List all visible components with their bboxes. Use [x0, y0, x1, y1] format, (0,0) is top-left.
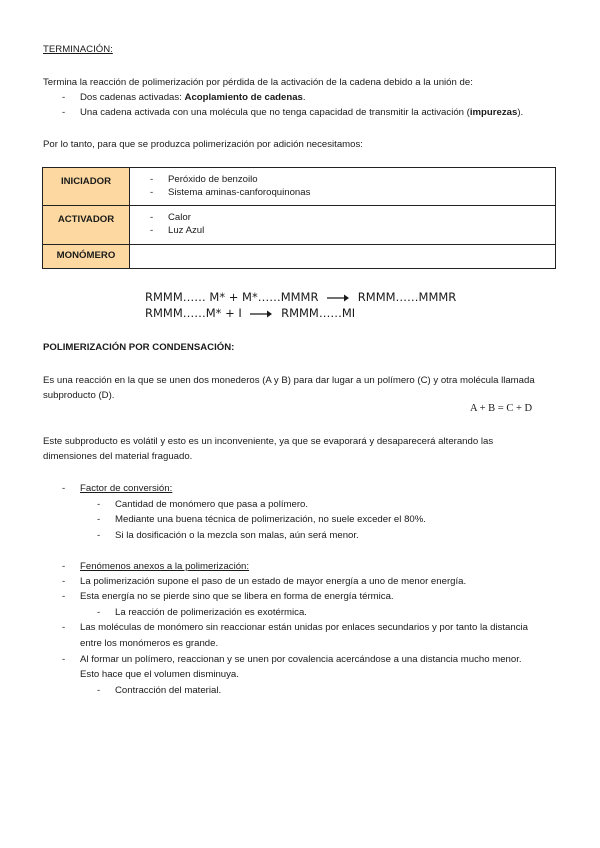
- item-text: Las moléculas de monómero sin reaccionar están unidas por enlaces secundarios y por tanto la distancia: [80, 622, 528, 633]
- phenomena-heading-item: [62, 561, 249, 573]
- item-text: La polimerización supone el paso de un estado de mayor energía a uno de menor energía.: [80, 576, 467, 587]
- conversion-heading: Factor de conversión:: [80, 483, 173, 494]
- item-text: Contracción del material.: [115, 685, 222, 696]
- phenomena-item-2-sub: [97, 607, 307, 619]
- list-item: - Sistema aminas-canforoquinonas: [150, 186, 555, 199]
- condensation-para-1-line-2: subproducto (D).: [43, 390, 115, 401]
- termination-item-1: [62, 92, 306, 104]
- phenomena-item-4-sub: [97, 685, 221, 697]
- list-dash: -: [62, 483, 66, 494]
- list-dash: -: [97, 514, 101, 525]
- phenomena-heading: Fenómenos anexos a la polimerización:: [80, 561, 250, 572]
- item-text: Si la dosificación o la mezcla son malas, aún será menor.: [115, 530, 359, 541]
- phenomena-item-1: [62, 576, 466, 588]
- list-item: - Peróxido de benzoilo: [150, 173, 555, 186]
- item-text: La reacción de polimerización es exotérmica.: [115, 607, 307, 618]
- list-dash: -: [62, 561, 66, 572]
- list-dash: -: [97, 499, 101, 510]
- list-dash: -: [62, 92, 66, 103]
- table-row: [43, 168, 556, 206]
- condensation-para-1-line-1: Es una reacción en la que se unen dos monederos (A y B) para dar lugar a un polímero (C) y otra molécula llamada: [43, 375, 535, 386]
- equation-left: RMMM……M* + I: [145, 306, 242, 320]
- item-suffix: .: [302, 92, 306, 103]
- table-row: [43, 206, 556, 245]
- list-dash: -: [97, 530, 101, 541]
- list-dash: -: [62, 622, 66, 633]
- equation-1: [145, 290, 456, 304]
- table-row: [43, 245, 556, 269]
- item-bold-text: impurezas: [469, 107, 518, 118]
- equation-left: RMMM…… M* + M*……MMMR: [145, 290, 319, 304]
- list-dash: -: [62, 654, 66, 665]
- item-text: Una cadena activada con una molécula que no tenga capacidad de transmitir la activación (: [80, 107, 470, 118]
- equation-right: RMMM……MMMR: [357, 290, 457, 304]
- condensation-formula: A + B = C + D: [470, 403, 533, 414]
- termination-intro: Termina la reacción de polimerización por pérdida de la activación de la cadena debido a la unión de:: [43, 77, 473, 88]
- condensation-para-2-line-2: dimensiones del material fraguado.: [43, 451, 193, 462]
- phenomena-item-4-line-2: Esto hace que el volumen disminuya.: [80, 669, 239, 680]
- equation-2: [145, 306, 355, 320]
- item-text: Al formar un polímero, reaccionan y se unen por covalencia acercándose a una distancia mucho menor.: [80, 654, 522, 665]
- table-label: INICIADOR: [43, 168, 130, 206]
- phenomena-item-3: [62, 622, 528, 634]
- list-dash: -: [97, 685, 101, 696]
- termination-conclusion: Por lo tanto, para que se produzca polimerización por adición necesitamos:: [43, 139, 363, 150]
- condensation-heading: POLIMERIZACIÓN POR CONDENSACIÓN:: [43, 342, 235, 353]
- list-dash: -: [97, 607, 101, 618]
- item-text: Cantidad de monómero que pasa a polímero.: [115, 499, 309, 510]
- phenomena-item-4: [62, 654, 522, 666]
- arrow-right-icon: [250, 309, 272, 319]
- termination-heading: TERMINACIÓN:: [43, 44, 113, 55]
- termination-item-2: [62, 107, 523, 119]
- list-dash: -: [62, 591, 66, 602]
- table-label: MONÓMERO: [43, 245, 130, 269]
- list-dash: -: [62, 107, 66, 118]
- item-text: Mediante una buena técnica de polimerización, no suele exceder el 80%.: [115, 514, 426, 525]
- requirements-table: [42, 167, 556, 269]
- equation-right: RMMM……MI: [281, 306, 356, 320]
- table-label: ACTIVADOR: [43, 206, 130, 245]
- item-bold-text: Acoplamiento de cadenas: [184, 92, 303, 103]
- list-dash: -: [62, 576, 66, 587]
- phenomena-item-2: [62, 591, 394, 603]
- item-text: Dos cadenas activadas:: [80, 92, 185, 103]
- table-value: [130, 168, 556, 206]
- item-suffix: ).: [517, 107, 524, 118]
- conversion-heading-item: [62, 483, 172, 495]
- table-value: [130, 206, 556, 245]
- conversion-item-2: [97, 514, 426, 526]
- table-value: [130, 245, 556, 269]
- arrow-right-icon: [327, 293, 349, 303]
- list-item: - Luz Azul: [150, 224, 555, 237]
- condensation-para-2-line-1: Este subproducto es volátil y esto es un inconveniente, ya que se evaporará y desaparecerá alterando las: [43, 436, 494, 447]
- item-text: Esta energía no se pierde sino que se libera en forma de energía térmica.: [80, 591, 394, 602]
- phenomena-item-3-line-2: entre los monómeros es grande.: [80, 638, 219, 649]
- list-item: - Calor: [150, 211, 555, 224]
- conversion-item-3: [97, 530, 359, 542]
- conversion-item-1: [97, 499, 308, 511]
